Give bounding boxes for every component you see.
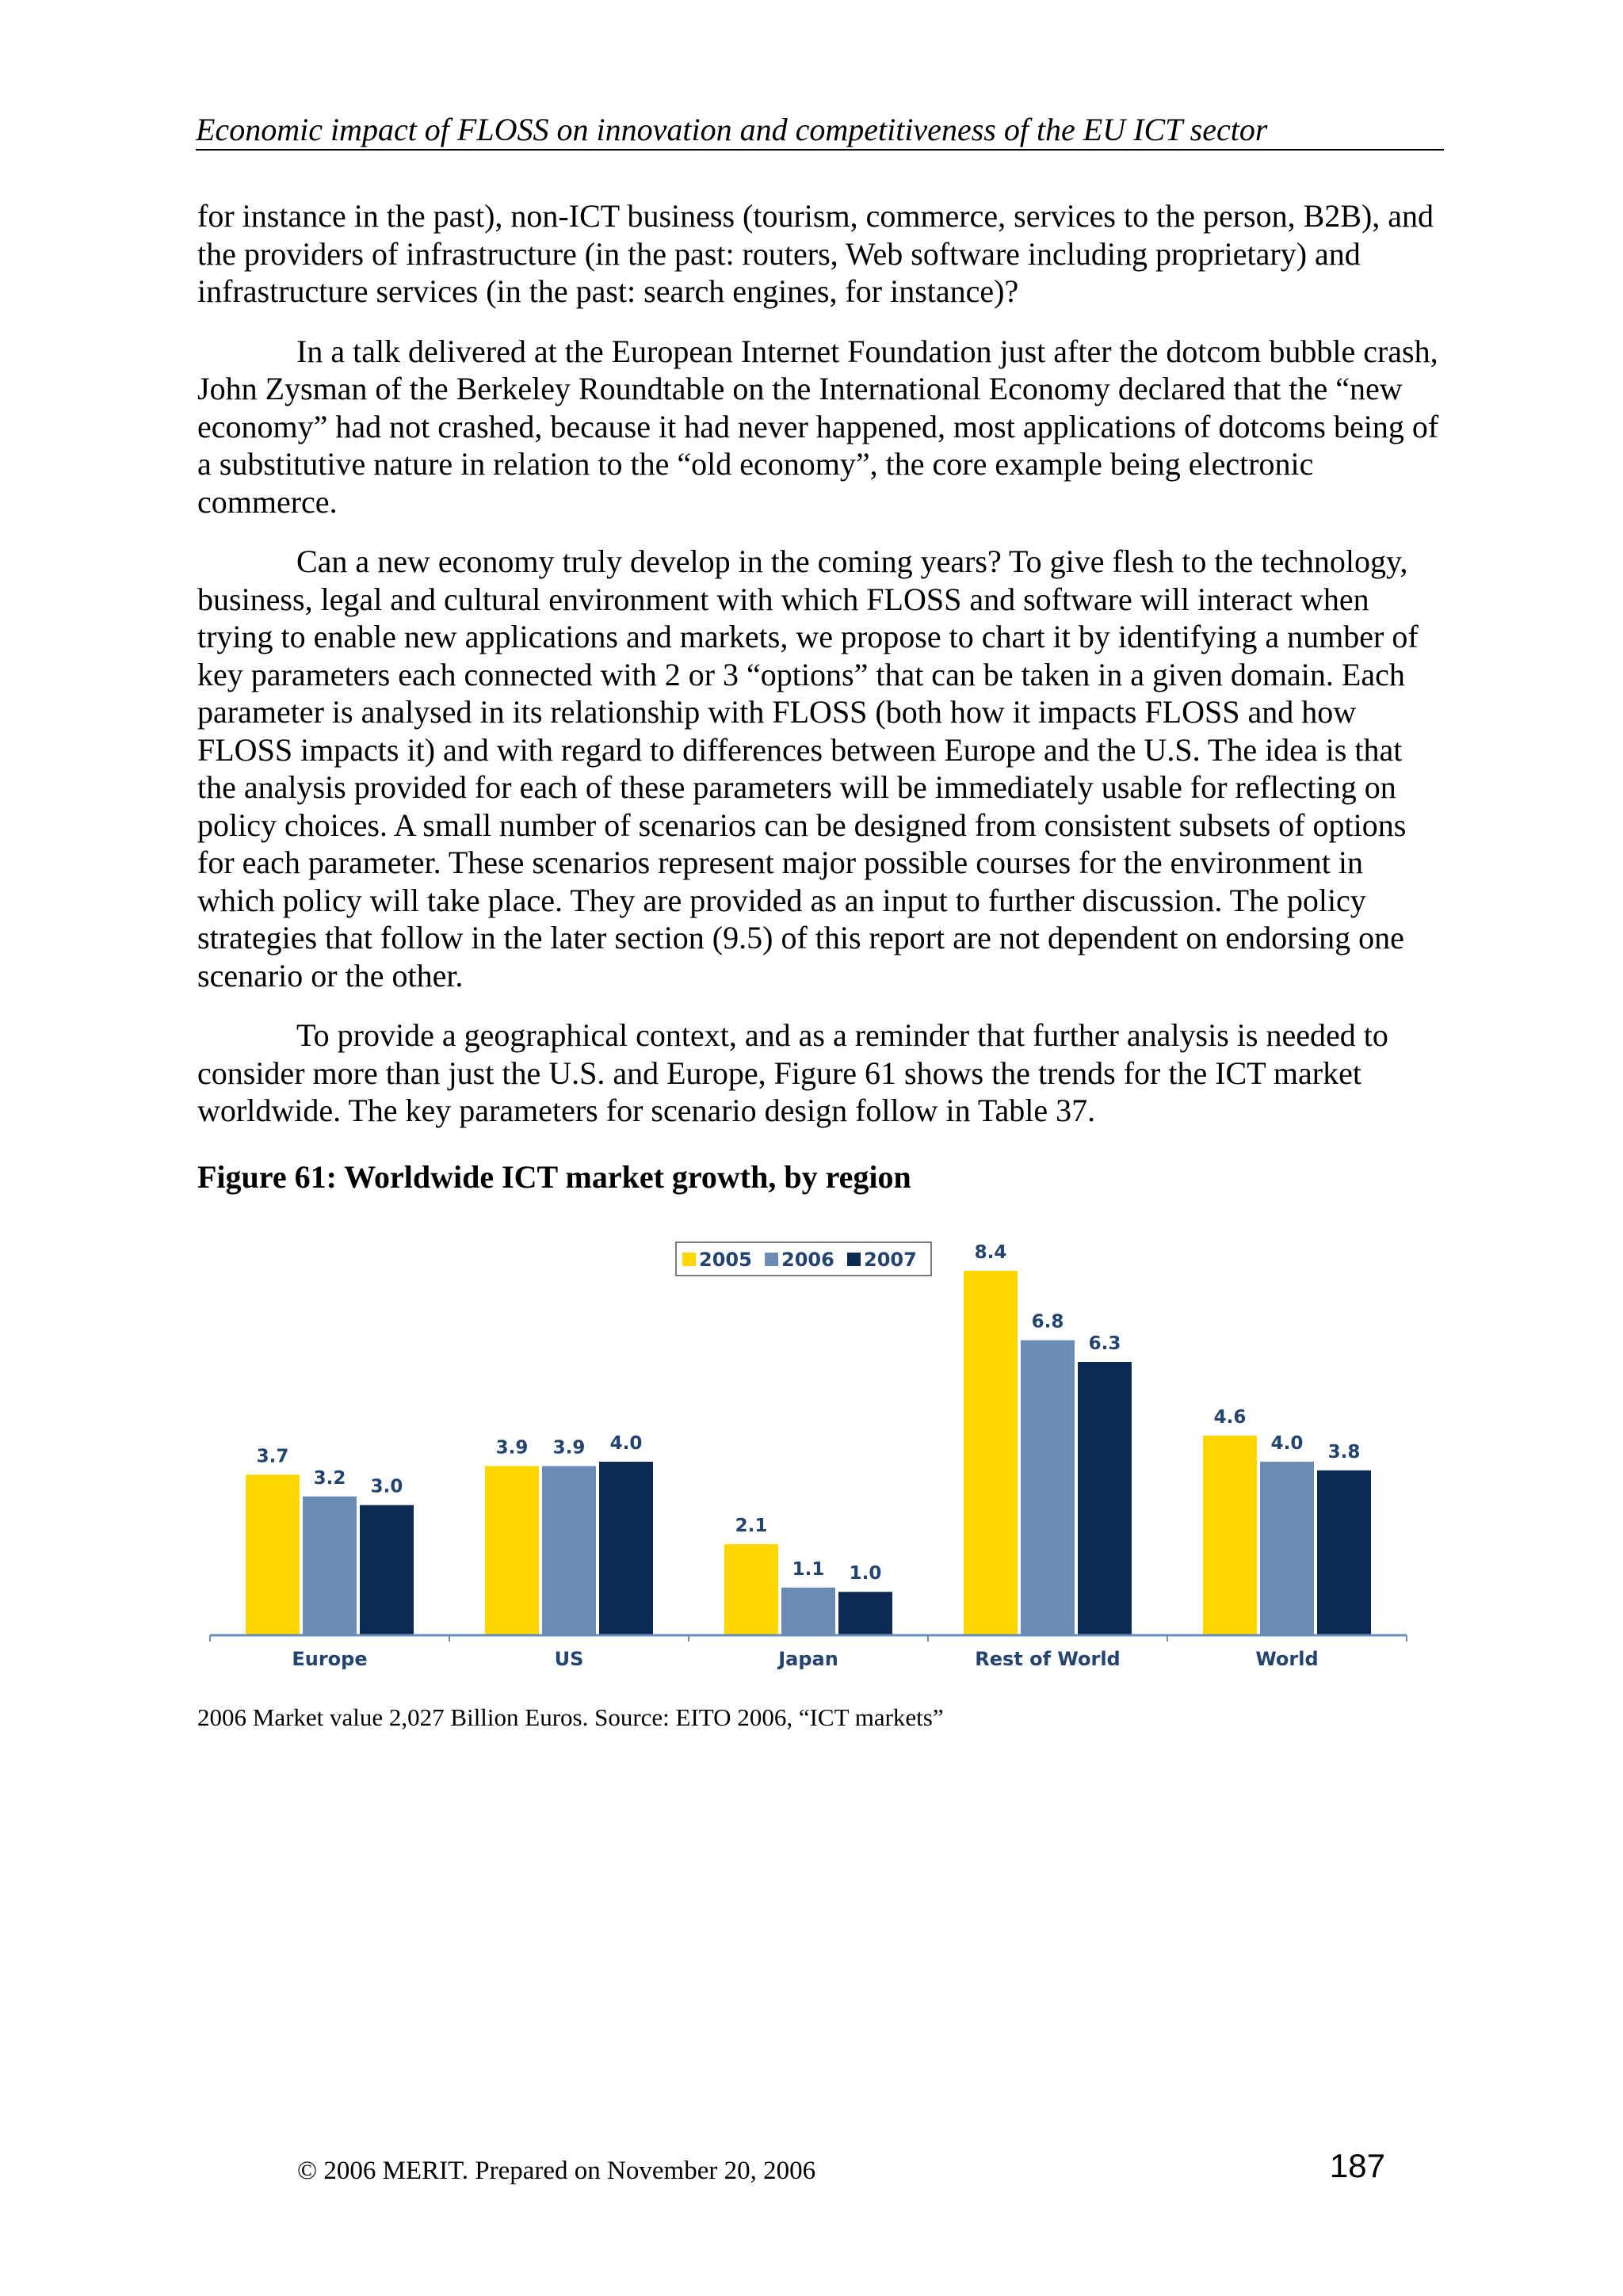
figure-caption: Figure 61: Worldwide ICT market growth, by region: [197, 1159, 911, 1195]
bar-europe-2007: [360, 1505, 414, 1635]
value-label-us-2006: 3.9: [552, 1437, 586, 1459]
value-label-world-2006: 4.0: [1270, 1432, 1304, 1454]
value-label-europe-2006: 3.2: [313, 1467, 346, 1489]
figure-source-note: 2006 Market value 2,027 Billion Euros. Source: EITO 2006, “ICT markets”: [197, 1703, 944, 1731]
bar-us-2005: [485, 1466, 539, 1635]
value-label-world-2005: 4.6: [1213, 1407, 1247, 1428]
legend-label-2007: 2007: [864, 1249, 917, 1271]
chart-x-axis: [210, 1635, 1407, 1642]
legend-swatch-2005: [682, 1253, 696, 1266]
paragraph-2: In a talk delivered at the European Internet Foundation just after the dotcom bubble crash, John Zysman of the Berkeley Roundtable on the International Economy declared that the “new economy” had not crashed, because it had never happened, most applications of dotcoms being of a substitutive nature in relation to the “old economy”, the core example being electronic commerce.: [197, 333, 1439, 520]
footer-copyright: © 2006 MERIT. Prepared on November 20, 2006: [297, 2157, 816, 2185]
bar-europe-2006: [303, 1497, 357, 1635]
legend-swatch-2007: [847, 1253, 861, 1266]
bar-rest-of-world-2007: [1078, 1362, 1132, 1635]
bar-chart-svg: [197, 1215, 1418, 1683]
legend-label-2005: 2005: [699, 1249, 752, 1271]
category-label-japan: Japan: [778, 1648, 838, 1670]
value-label-world-2007: 3.8: [1327, 1441, 1361, 1463]
value-label-japan-2005: 2.1: [735, 1516, 768, 1536]
category-label-us: US: [554, 1648, 584, 1670]
chart-legend: [676, 1242, 931, 1276]
bar-rest-of-world-2006: [1021, 1341, 1075, 1635]
body-text: [197, 197, 1444, 1152]
bar-chart: [197, 1215, 1418, 1687]
bar-rest-of-world-2005: [964, 1271, 1018, 1635]
value-label-rest-of-world-2005: 8.4: [974, 1242, 1007, 1263]
bar-world-2005: [1203, 1436, 1257, 1635]
category-label-world: World: [1255, 1648, 1319, 1670]
paragraph-3: Can a new economy truly develop in the coming years? To give flesh to the technology, business, legal and cultural environment with which FLOSS and software will interact when trying to enable new applications and markets, we propose to chart it by identifying a number of key parameters each connected with 2 or 3 “options” that can be taken in a given domain. Each parameter is analysed in its relationship with FLOSS (both how it impacts FLOSS and how FLOSS impacts it) and with regard to differences between Europe and the U.S. The idea is that the analysis provided for each of these parameters will be immediately usable for reflecting on policy choices. A small number of scenarios can be designed from consistent subsets of options for each parameter. These scenarios represent major possible courses for the environment in which policy will take place. They are provided as an input to further discussion. The policy strategies that follow in the later section (9.5) of this report are not dependent on endorsing one scenario or the other.: [197, 543, 1419, 994]
page-number: 187: [1329, 2147, 1385, 2184]
chart-value-labels: [257, 1242, 1361, 1584]
paragraph-1: for instance in the past), non-ICT business (tourism, commerce, services to the person, B2B), and the providers of infrastructure (in the past: routers, Web software including proprietary) and infrastructure services (in the past: search engines, for instance)?: [197, 198, 1434, 309]
value-label-europe-2005: 3.7: [256, 1446, 289, 1467]
value-label-rest-of-world-2007: 6.3: [1088, 1333, 1121, 1354]
legend-label-2006: 2006: [781, 1249, 834, 1271]
bar-japan-2007: [838, 1592, 892, 1635]
chart-category-labels: [292, 1648, 1318, 1670]
value-label-us-2005: 3.9: [495, 1437, 529, 1459]
bar-world-2006: [1260, 1462, 1314, 1635]
legend-swatch-2006: [765, 1253, 778, 1266]
value-label-japan-2006: 1.1: [792, 1558, 825, 1580]
bar-europe-2005: [246, 1474, 300, 1635]
paragraph-4: To provide a geographical context, and as a reminder that further analysis is needed to consider more than just the U.S. and Europe, Figure 61 shows the trends for the ICT market worldwide. The key parameters for scenario design follow in Table 37.: [197, 1017, 1388, 1128]
value-label-japan-2007: 1.0: [849, 1563, 882, 1585]
bar-world-2007: [1317, 1470, 1371, 1635]
bar-japan-2006: [781, 1588, 835, 1635]
value-label-us-2007: 4.0: [609, 1432, 643, 1454]
category-label-europe: Europe: [292, 1648, 368, 1670]
bar-us-2007: [599, 1462, 653, 1635]
category-label-rest-of-world: Rest of World: [975, 1648, 1121, 1670]
header-rule: [196, 149, 1444, 151]
value-label-rest-of-world-2006: 6.8: [1031, 1311, 1064, 1333]
running-header: Economic impact of FLOSS on innovation and competitiveness of the EU ICT sector: [196, 112, 1268, 147]
chart-bars: [246, 1271, 1371, 1635]
bar-us-2006: [542, 1466, 596, 1635]
value-label-europe-2007: 3.0: [370, 1476, 403, 1497]
bar-japan-2005: [724, 1544, 778, 1635]
